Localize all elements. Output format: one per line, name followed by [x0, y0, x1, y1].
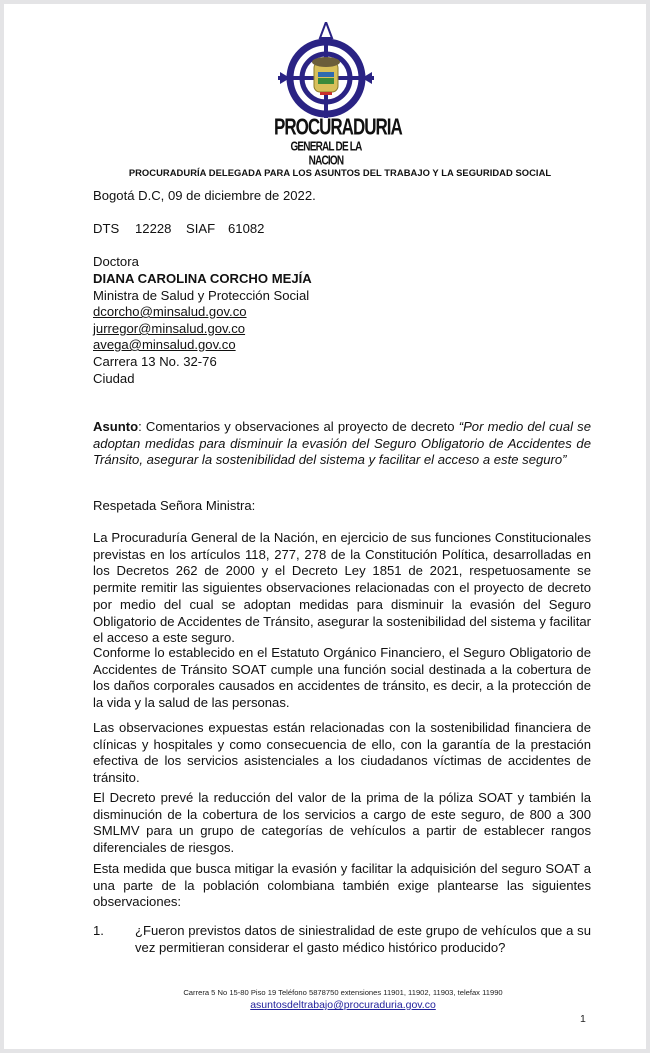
dts-value: 12228	[135, 221, 172, 236]
reference-numbers	[93, 221, 264, 238]
recipient-city: Ciudad	[93, 371, 135, 386]
body-paragraph: El Decreto prevé la reducción del valor de la prima de la póliza SOAT y también la disminución de la cobertura de los servicios a cargo de este seguro, de 800 a 300 SMLMV para un grupo de categorías de vehículos a partir de establecer rangos diferenciales de riesgos.	[93, 790, 591, 856]
question-text: ¿Fueron previstos datos de siniestralidad de este grupo de vehículos que a su vez permitieran considerar el gasto médico histórico producido?	[135, 923, 591, 955]
footer-address: Carrera 5 No 15-80 Piso 19 Teléfono 5878750 extensiones 11901, 11902, 11903, telefax 11990	[183, 988, 503, 997]
subject-quote: “Por medio del cual se adoptan medidas para disminuir la evasión del Seguro Obligatorio de Accidentes de Tránsito, asegurar la sostenibilidad del sistema y facilitar el acceso a este seguro”	[93, 419, 591, 468]
recipient-email-2[interactable]: jurregor@minsalud.gov.co	[93, 321, 246, 336]
department-header: PROCURADURÍA DELEGADA PARA LOS ASUNTOS DEL TRABAJO Y LA SEGURIDAD SOCIAL	[128, 167, 552, 178]
recipient-email-1[interactable]: dcorcho@minsalud.gov.co	[93, 304, 247, 319]
org-name-line1: PROCURADURIA	[274, 114, 402, 140]
recipient-email-3[interactable]: avega@minsalud.gov.co	[93, 337, 236, 352]
body-paragraph: Esta medida que busca mitigar la evasión y facilitar la adquisición del seguro SOAT a una parte de la población colombiana también exige plantearse las siguientes observaciones:	[93, 861, 591, 910]
document-page	[4, 4, 646, 1049]
subject-label: Asunto	[93, 419, 139, 434]
recipient-name: DIANA CAROLINA CORCHO MEJÍA	[93, 271, 312, 286]
greeting: Respetada Señora Ministra:	[93, 498, 256, 513]
question-number: 1.	[93, 923, 104, 938]
recipient-title: Doctora	[93, 254, 139, 269]
org-name-line2: GENERAL DE LA NACION	[290, 140, 362, 169]
subject-text: : Comentarios y observaciones al proyecto de decreto	[138, 419, 459, 434]
siaf-value: 61082	[228, 221, 265, 236]
recipient-address: Carrera 13 No. 32-76	[93, 354, 217, 369]
dts-label: DTS	[93, 221, 120, 236]
siaf-label: SIAF	[186, 221, 216, 236]
page-number: 1	[580, 1013, 586, 1025]
body-paragraph: La Procuraduría General de la Nación, en ejercicio de sus funciones Constitucionales previstas en los artículos 118, 277, 278 de la Constitución Política, desarrolladas en los Decretos 262 de 2000 y el Decreto Ley 1851 de 2021, respetuosamente se permite remitir las siguientes observaciones relacionadas con el proyecto de decreto por medio del cual se adoptan medidas para disminuir la evasión del Seguro Obligatorio de Accidentes de Tránsito, asegurar la sostenibilidad del sistema y facilitar el acceso a este seguro.	[93, 530, 591, 646]
date-line: Bogotá D.C, 09 de diciembre de 2022.	[93, 188, 316, 203]
recipient-position: Ministra de Salud y Protección Social	[93, 288, 310, 303]
body-paragraph: Conforme lo establecido en el Estatuto Orgánico Financiero, el Seguro Obligatorio de Accidentes de Tránsito SOAT cumple una función social destinada a la cobertura de los daños corporales causados en accidentes de tránsito, es decir, a la protección de la vida y la salud de las personas.	[93, 645, 591, 711]
footer-email-link[interactable]: asuntosdeltrabajo@procuraduria.gov.co	[250, 999, 436, 1011]
subject-paragraph	[93, 419, 591, 469]
body-paragraph: Las observaciones expuestas están relacionadas con la sostenibilidad financiera de clínicas y hospitales y como consecuencia de ello, con la garantía de la prestación efectiva de los servicios asistenciales a los ciudadanos víctimas de accidentes de tránsito.	[93, 720, 591, 786]
